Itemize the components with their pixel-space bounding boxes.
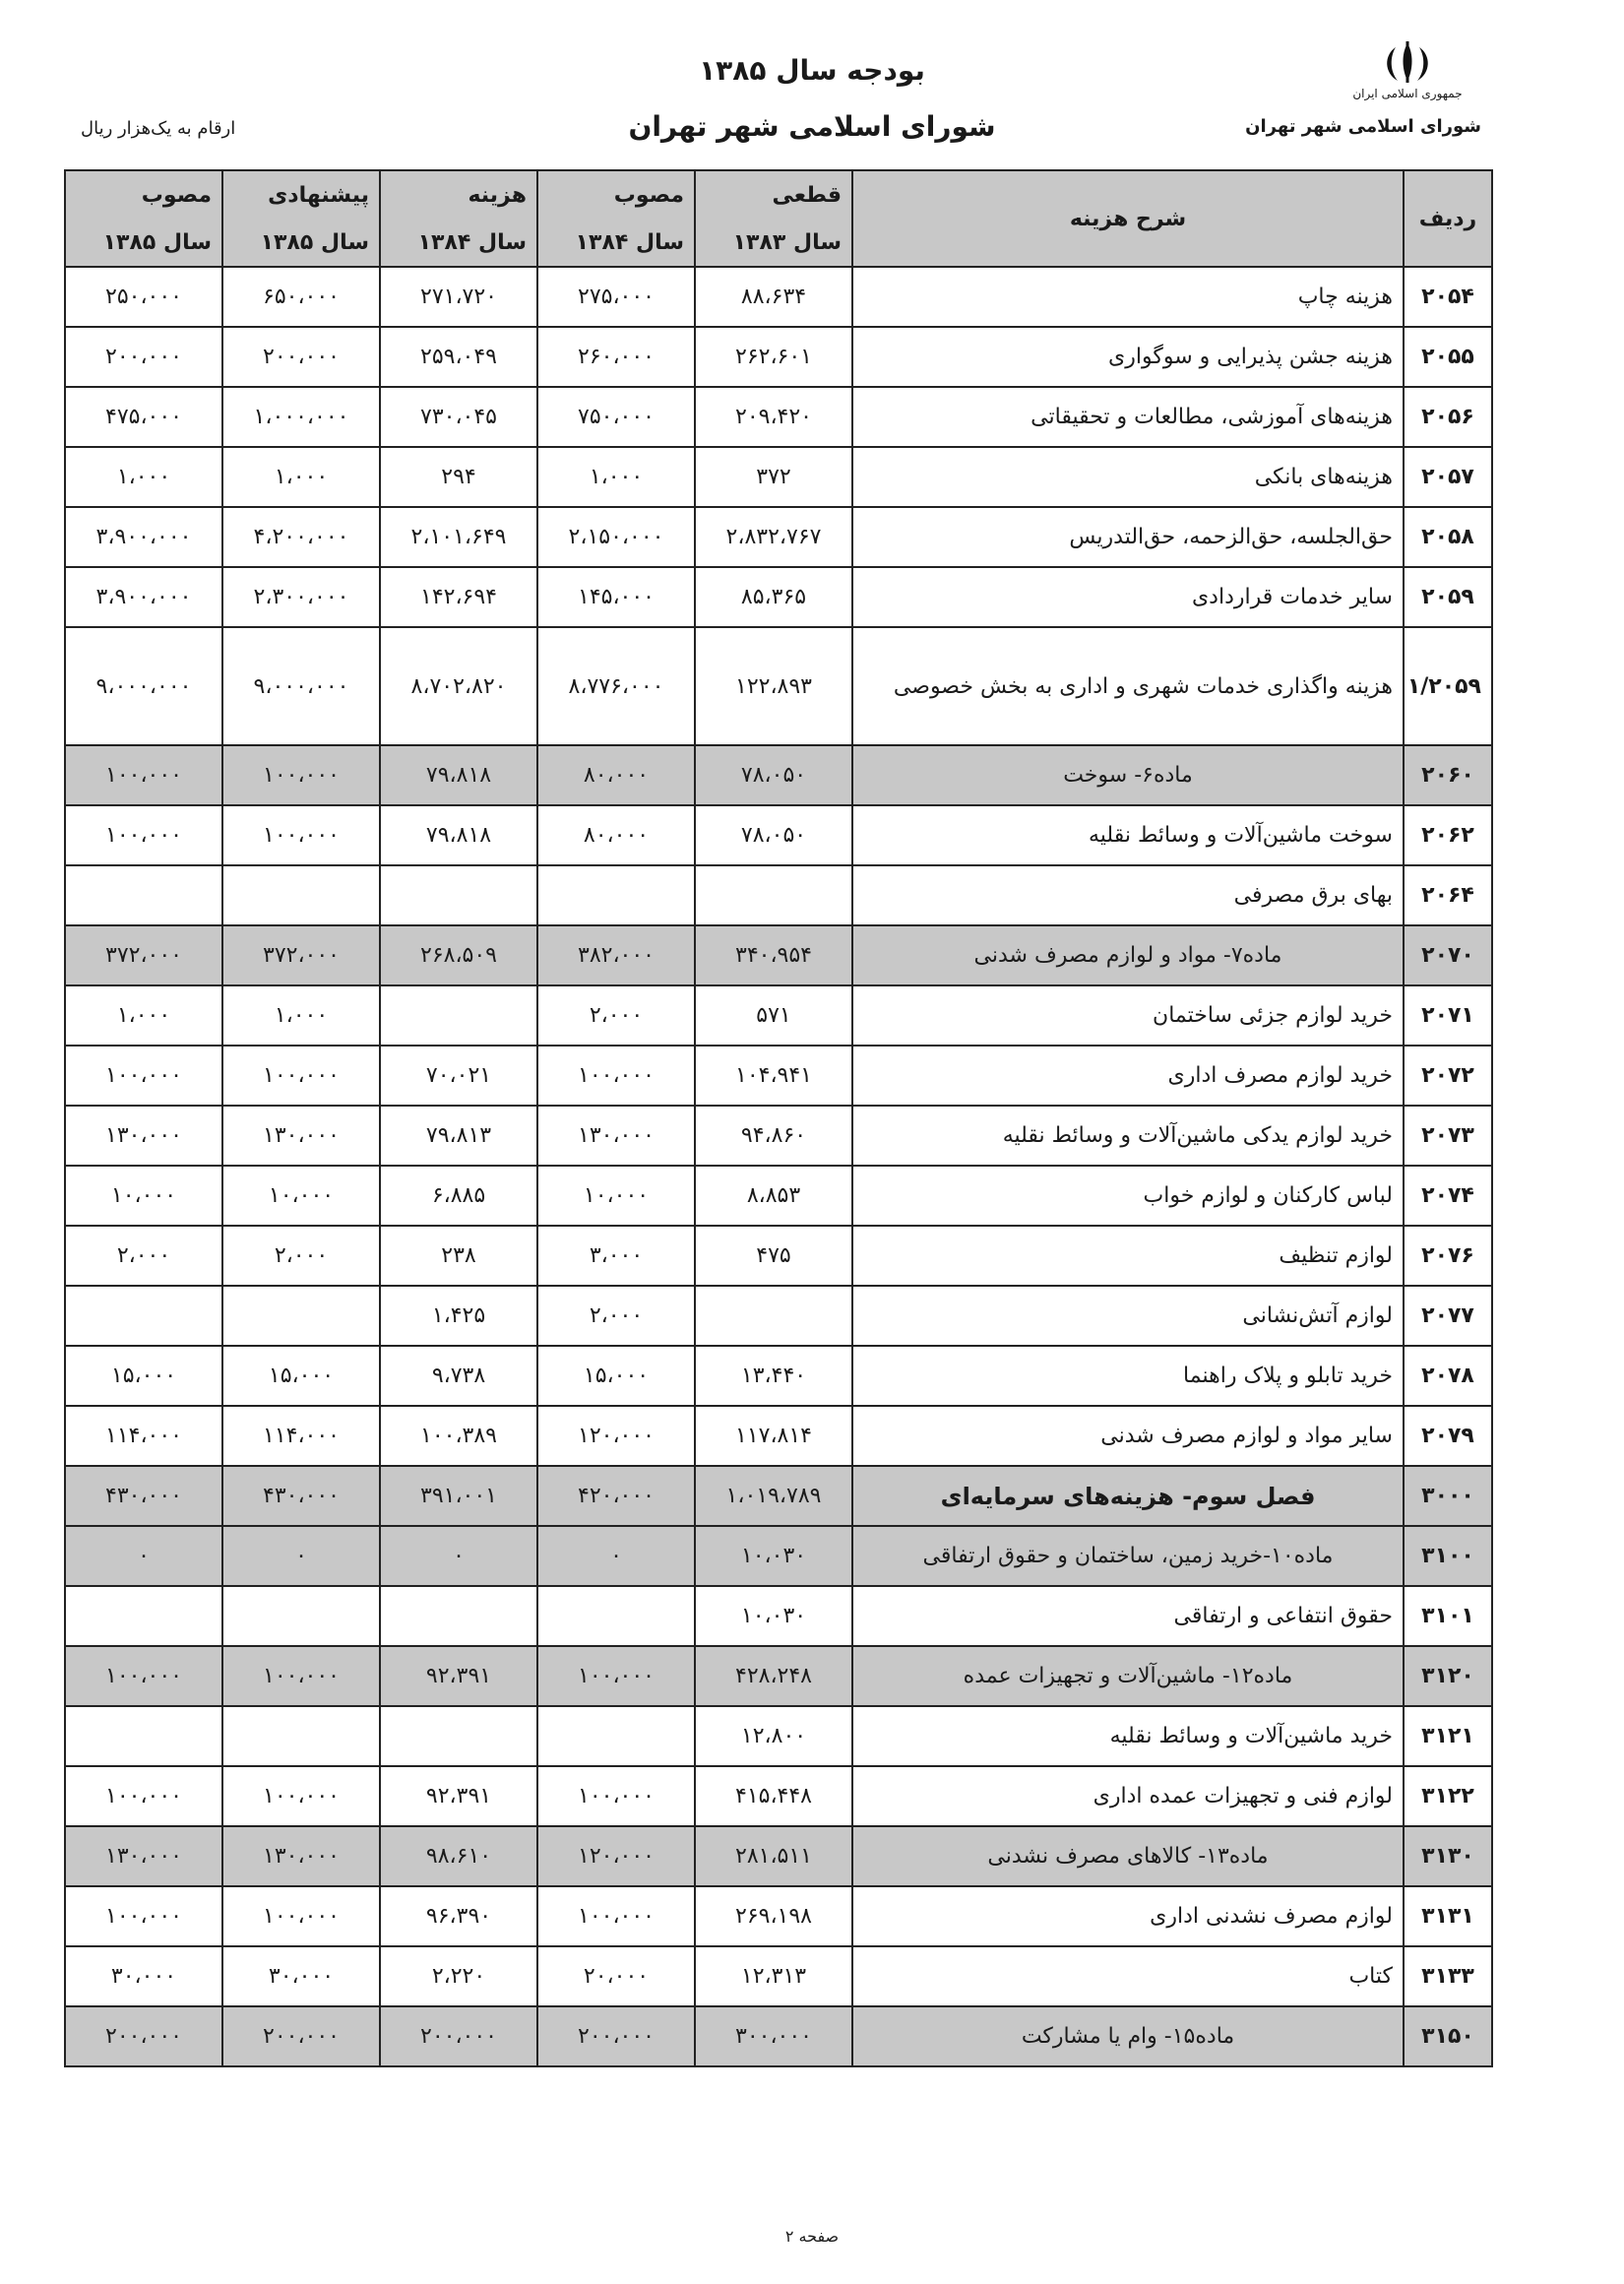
cell-approved-1384: ۸۰،۰۰۰ — [537, 805, 695, 865]
row-code: ۲۰۵۷ — [1404, 447, 1492, 507]
row-code: ۲۰۷۶ — [1404, 1226, 1492, 1286]
row-desc: هزینه واگذاری خدمات شهری و اداری به بخش خصوصی — [852, 627, 1404, 745]
table-header-row — [65, 170, 1492, 219]
row-code: ۳۱۰۱ — [1404, 1586, 1492, 1646]
cell-approved-1384: ۱۲۰،۰۰۰ — [537, 1826, 695, 1886]
cell-expense-1384 — [380, 1586, 537, 1646]
row-code: ۲۰۷۰ — [1404, 925, 1492, 985]
header-group-final: قطعی — [695, 170, 852, 219]
cell-final-1383: ۱۲،۸۰۰ — [695, 1706, 852, 1766]
page-number: صفحه ۲ — [784, 2227, 840, 2246]
cell-approved-1385: ۳۷۲،۰۰۰ — [65, 925, 222, 985]
cell-approved-1385 — [65, 865, 222, 925]
table-row-subtotal — [65, 1646, 1492, 1706]
cell-approved-1384: ۱۰،۰۰۰ — [537, 1166, 695, 1226]
cell-approved-1385: ۱،۰۰۰ — [65, 985, 222, 1046]
cell-final-1383 — [695, 865, 852, 925]
row-desc: لوازم آتش‌نشانی — [852, 1286, 1404, 1346]
cell-approved-1385: ۱۱۴،۰۰۰ — [65, 1406, 222, 1466]
cell-approved-1384: ۷۵۰،۰۰۰ — [537, 387, 695, 447]
table-row — [65, 1766, 1492, 1826]
table-row — [65, 327, 1492, 387]
row-code: ۳۱۲۰ — [1404, 1646, 1492, 1706]
cell-expense-1384: ۹۸،۶۱۰ — [380, 1826, 537, 1886]
table-row — [65, 865, 1492, 925]
cell-approved-1385: ۳۰،۰۰۰ — [65, 1946, 222, 2006]
row-code: ۲۰۶۰ — [1404, 745, 1492, 805]
row-code: ۲۰۷۹ — [1404, 1406, 1492, 1466]
header-group-approved-2: مصوب — [65, 170, 222, 219]
row-desc: بهای برق مصرفی — [852, 865, 1404, 925]
row-code: ۲۰۵۵ — [1404, 327, 1492, 387]
row-desc: ماده۱۵- وام یا مشارکت — [852, 2006, 1404, 2066]
cell-proposed-1385: ۲،۰۰۰ — [222, 1226, 380, 1286]
cell-approved-1384: ۱۰۰،۰۰۰ — [537, 1646, 695, 1706]
cell-proposed-1385: ۹،۰۰۰،۰۰۰ — [222, 627, 380, 745]
table-row — [65, 1886, 1492, 1946]
cell-final-1383: ۱۳،۴۴۰ — [695, 1346, 852, 1406]
cell-proposed-1385: ۱۵،۰۰۰ — [222, 1346, 380, 1406]
cell-final-1383: ۴۱۵،۴۴۸ — [695, 1766, 852, 1826]
cell-approved-1384: ۲۶۰،۰۰۰ — [537, 327, 695, 387]
cell-approved-1385: ۱۵،۰۰۰ — [65, 1346, 222, 1406]
cell-approved-1385: ۹،۰۰۰،۰۰۰ — [65, 627, 222, 745]
cell-proposed-1385 — [222, 1706, 380, 1766]
cell-approved-1384: ۲۰۰،۰۰۰ — [537, 2006, 695, 2066]
row-desc: خرید لوازم مصرف اداری — [852, 1046, 1404, 1106]
cell-proposed-1385: ۱۳۰،۰۰۰ — [222, 1826, 380, 1886]
header-group-proposed: پیشنهادی — [222, 170, 380, 219]
table-row — [65, 387, 1492, 447]
cell-final-1383: ۱۱۷،۸۱۴ — [695, 1406, 852, 1466]
row-desc: سایر مواد و لوازم مصرف شدنی — [852, 1406, 1404, 1466]
header-group-expense: هزینه — [380, 170, 537, 219]
cell-final-1383: ۴۷۵ — [695, 1226, 852, 1286]
cell-final-1383: ۸۵،۳۶۵ — [695, 567, 852, 627]
row-code: ۲۰۶۴ — [1404, 865, 1492, 925]
cell-final-1383: ۷۸،۰۵۰ — [695, 745, 852, 805]
table-row — [65, 1946, 1492, 2006]
cell-proposed-1385: ۱۰۰،۰۰۰ — [222, 1646, 380, 1706]
page-subtitle: شورای اسلامی شهر تهران — [628, 110, 996, 143]
table-row — [65, 567, 1492, 627]
cell-expense-1384: ۹۲،۳۹۱ — [380, 1646, 537, 1706]
cell-approved-1385: ۱۳۰،۰۰۰ — [65, 1106, 222, 1166]
cell-approved-1384: ۱،۰۰۰ — [537, 447, 695, 507]
row-desc: لوازم تنظیف — [852, 1226, 1404, 1286]
cell-approved-1385: ۱۰۰،۰۰۰ — [65, 805, 222, 865]
row-desc: خرید ماشین‌آلات و وسائط نقلیه — [852, 1706, 1404, 1766]
cell-expense-1384: ۲۶۸،۵۰۹ — [380, 925, 537, 985]
cell-proposed-1385: ۰ — [222, 1526, 380, 1586]
cell-proposed-1385: ۳۰،۰۰۰ — [222, 1946, 380, 2006]
header-year-1384-approved: سال ۱۳۸۴ — [537, 219, 695, 267]
row-code: ۲۰۷۴ — [1404, 1166, 1492, 1226]
cell-final-1383: ۱۲،۳۱۳ — [695, 1946, 852, 2006]
row-code: ۱/۲۰۵۹ — [1404, 627, 1492, 745]
cell-approved-1385: ۴۷۵،۰۰۰ — [65, 387, 222, 447]
cell-proposed-1385: ۱۰۰،۰۰۰ — [222, 1046, 380, 1106]
cell-proposed-1385: ۴۳۰،۰۰۰ — [222, 1466, 380, 1526]
cell-approved-1384: ۴۲۰،۰۰۰ — [537, 1466, 695, 1526]
cell-final-1383: ۳۰۰،۰۰۰ — [695, 2006, 852, 2066]
cell-proposed-1385 — [222, 865, 380, 925]
cell-expense-1384: ۷۹،۸۱۸ — [380, 805, 537, 865]
row-desc: خرید لوازم جزئی ساختمان — [852, 985, 1404, 1046]
cell-approved-1384: ۳،۰۰۰ — [537, 1226, 695, 1286]
table-row — [65, 447, 1492, 507]
cell-approved-1385: ۳،۹۰۰،۰۰۰ — [65, 507, 222, 567]
cell-proposed-1385: ۱۰۰،۰۰۰ — [222, 1886, 380, 1946]
table-row — [65, 985, 1492, 1046]
row-desc: سایر خدمات قراردادی — [852, 567, 1404, 627]
cell-final-1383: ۱۰،۰۳۰ — [695, 1526, 852, 1586]
cell-expense-1384: ۷۳۰،۰۴۵ — [380, 387, 537, 447]
row-code: ۲۰۷۷ — [1404, 1286, 1492, 1346]
cell-expense-1384 — [380, 1706, 537, 1766]
cell-expense-1384: ۱۰۰،۳۸۹ — [380, 1406, 537, 1466]
cell-approved-1385: ۱۰۰،۰۰۰ — [65, 1046, 222, 1106]
unit-note: ارقام به یک‌هزار ریال — [81, 118, 236, 139]
row-desc: کتاب — [852, 1946, 1404, 2006]
row-code: ۲۰۷۸ — [1404, 1346, 1492, 1406]
row-desc: لوازم فنی و تجهیزات عمده اداری — [852, 1766, 1404, 1826]
cell-expense-1384: ۲۵۹،۰۴۹ — [380, 327, 537, 387]
table-row — [65, 805, 1492, 865]
cell-expense-1384: ۳۹۱،۰۰۱ — [380, 1466, 537, 1526]
row-code: ۳۱۲۱ — [1404, 1706, 1492, 1766]
row-desc: ماده۶- سوخت — [852, 745, 1404, 805]
cell-expense-1384: ۲،۲۲۰ — [380, 1946, 537, 2006]
cell-approved-1384: ۲،۰۰۰ — [537, 1286, 695, 1346]
row-code: ۲۰۵۶ — [1404, 387, 1492, 447]
cell-expense-1384: ۲،۱۰۱،۶۴۹ — [380, 507, 537, 567]
cell-final-1383: ۲۶۹،۱۹۸ — [695, 1886, 852, 1946]
row-desc: فصل سوم- هزینه‌های سرمایه‌ای — [852, 1466, 1404, 1526]
cell-approved-1385: ۱۰۰،۰۰۰ — [65, 1886, 222, 1946]
cell-final-1383: ۷۸،۰۵۰ — [695, 805, 852, 865]
cell-expense-1384: ۰ — [380, 1526, 537, 1586]
table-row-subtotal — [65, 745, 1492, 805]
row-desc: ماده۷- مواد و لوازم مصرف شدنی — [852, 925, 1404, 985]
cell-approved-1385: ۰ — [65, 1526, 222, 1586]
row-code: ۲۰۶۲ — [1404, 805, 1492, 865]
cell-approved-1384: ۱۵،۰۰۰ — [537, 1346, 695, 1406]
cell-approved-1385: ۱،۰۰۰ — [65, 447, 222, 507]
row-desc: هزینه چاپ — [852, 267, 1404, 327]
cell-proposed-1385: ۱۳۰،۰۰۰ — [222, 1106, 380, 1166]
header-year-1385-proposed: سال ۱۳۸۵ — [222, 219, 380, 267]
table-row — [65, 1166, 1492, 1226]
cell-proposed-1385 — [222, 1586, 380, 1646]
row-desc: سوخت ماشین‌آلات و وسائط نقلیه — [852, 805, 1404, 865]
cell-expense-1384: ۸،۷۰۲،۸۲۰ — [380, 627, 537, 745]
cell-final-1383: ۱۰۴،۹۴۱ — [695, 1046, 852, 1106]
cell-approved-1385: ۴۳۰،۰۰۰ — [65, 1466, 222, 1526]
cell-approved-1385: ۱۳۰،۰۰۰ — [65, 1826, 222, 1886]
cell-approved-1384: ۲۷۵،۰۰۰ — [537, 267, 695, 327]
header-desc: شرح هزینه — [852, 170, 1404, 267]
cell-approved-1385: ۱۰۰،۰۰۰ — [65, 1646, 222, 1706]
cell-final-1383: ۲۶۲،۶۰۱ — [695, 327, 852, 387]
cell-final-1383: ۳۷۲ — [695, 447, 852, 507]
row-code: ۳۱۵۰ — [1404, 2006, 1492, 2066]
cell-expense-1384 — [380, 985, 537, 1046]
header-year-1385-approved: سال ۱۳۸۵ — [65, 219, 222, 267]
table-row — [65, 1586, 1492, 1646]
cell-final-1383: ۴۲۸،۲۴۸ — [695, 1646, 852, 1706]
cell-expense-1384: ۷۰،۰۲۱ — [380, 1046, 537, 1106]
cell-final-1383: ۹۴،۸۶۰ — [695, 1106, 852, 1166]
row-desc: ماده۱۲- ماشین‌آلات و تجهیزات عمده — [852, 1646, 1404, 1706]
table-row-subtotal — [65, 2006, 1492, 2066]
row-code: ۲۰۵۹ — [1404, 567, 1492, 627]
cell-approved-1384: ۱۳۰،۰۰۰ — [537, 1106, 695, 1166]
row-code: ۲۰۷۳ — [1404, 1106, 1492, 1166]
table-row — [65, 1406, 1492, 1466]
cell-final-1383: ۲۸۱،۵۱۱ — [695, 1826, 852, 1886]
table-row-subtotal — [65, 1526, 1492, 1586]
cell-expense-1384: ۹،۷۳۸ — [380, 1346, 537, 1406]
cell-approved-1385 — [65, 1706, 222, 1766]
cell-approved-1384: ۸۰،۰۰۰ — [537, 745, 695, 805]
cell-approved-1384: ۳۸۲،۰۰۰ — [537, 925, 695, 985]
cell-final-1383: ۸،۸۵۳ — [695, 1166, 852, 1226]
row-desc: هزینه‌های آموزشی، مطالعات و تحقیقاتی — [852, 387, 1404, 447]
cell-expense-1384: ۱،۴۲۵ — [380, 1286, 537, 1346]
emblem-caption: جمهوری اسلامی ایران — [1352, 87, 1463, 100]
row-desc: ماده۱۳- کالاهای مصرف نشدنی — [852, 1826, 1404, 1886]
cell-final-1383: ۲،۸۳۲،۷۶۷ — [695, 507, 852, 567]
cell-proposed-1385: ۳۷۲،۰۰۰ — [222, 925, 380, 985]
cell-approved-1384 — [537, 1706, 695, 1766]
cell-approved-1385: ۲۵۰،۰۰۰ — [65, 267, 222, 327]
cell-expense-1384 — [380, 865, 537, 925]
cell-approved-1384: ۱۴۵،۰۰۰ — [537, 567, 695, 627]
row-desc: ماده۱۰-خرید زمین، ساختمان و حقوق ارتفاقی — [852, 1526, 1404, 1586]
row-code: ۲۰۷۱ — [1404, 985, 1492, 1046]
row-code: ۳۱۲۲ — [1404, 1766, 1492, 1826]
cell-proposed-1385: ۱،۰۰۰ — [222, 985, 380, 1046]
cell-approved-1385: ۱۰۰،۰۰۰ — [65, 1766, 222, 1826]
row-code: ۲۰۵۴ — [1404, 267, 1492, 327]
cell-expense-1384: ۱۴۲،۶۹۴ — [380, 567, 537, 627]
table-row — [65, 1226, 1492, 1286]
cell-approved-1384 — [537, 865, 695, 925]
header-year-1384-expense: سال ۱۳۸۴ — [380, 219, 537, 267]
header-group-approved: مصوب — [537, 170, 695, 219]
row-desc: خرید تابلو و پلاک راهنما — [852, 1346, 1404, 1406]
cell-approved-1384: ۲،۰۰۰ — [537, 985, 695, 1046]
cell-approved-1385 — [65, 1286, 222, 1346]
row-code: ۲۰۵۸ — [1404, 507, 1492, 567]
council-name: شورای اسلامی شهر تهران — [1245, 116, 1481, 137]
row-code: ۳۱۰۰ — [1404, 1526, 1492, 1586]
cell-expense-1384: ۷۹،۸۱۳ — [380, 1106, 537, 1166]
cell-proposed-1385: ۱۰۰،۰۰۰ — [222, 1766, 380, 1826]
row-desc: هزینه جشن پذیرایی و سوگواری — [852, 327, 1404, 387]
cell-proposed-1385: ۱،۰۰۰ — [222, 447, 380, 507]
cell-approved-1385: ۲۰۰،۰۰۰ — [65, 2006, 222, 2066]
table-row — [65, 267, 1492, 327]
cell-proposed-1385: ۲،۳۰۰،۰۰۰ — [222, 567, 380, 627]
cell-proposed-1385 — [222, 1286, 380, 1346]
table-row — [65, 507, 1492, 567]
cell-final-1383: ۸۸،۶۳۴ — [695, 267, 852, 327]
cell-final-1383: ۱۰،۰۳۰ — [695, 1586, 852, 1646]
table-row — [65, 1706, 1492, 1766]
cell-expense-1384: ۷۹،۸۱۸ — [380, 745, 537, 805]
table-row — [65, 627, 1492, 745]
cell-expense-1384: ۲۰۰،۰۰۰ — [380, 2006, 537, 2066]
cell-approved-1385: ۲،۰۰۰ — [65, 1226, 222, 1286]
table-row — [65, 1346, 1492, 1406]
cell-approved-1384: ۱۰۰،۰۰۰ — [537, 1046, 695, 1106]
table-row-subtotal — [65, 925, 1492, 985]
cell-proposed-1385: ۶۵۰،۰۰۰ — [222, 267, 380, 327]
table-row — [65, 1286, 1492, 1346]
table-row — [65, 1046, 1492, 1106]
cell-approved-1385: ۱۰،۰۰۰ — [65, 1166, 222, 1226]
cell-proposed-1385: ۴،۲۰۰،۰۰۰ — [222, 507, 380, 567]
cell-final-1383: ۱۲۲،۸۹۳ — [695, 627, 852, 745]
cell-approved-1384: ۲۰،۰۰۰ — [537, 1946, 695, 2006]
cell-proposed-1385: ۱۱۴،۰۰۰ — [222, 1406, 380, 1466]
cell-final-1383: ۲۰۹،۴۲۰ — [695, 387, 852, 447]
row-code: ۳۱۳۱ — [1404, 1886, 1492, 1946]
cell-approved-1384 — [537, 1586, 695, 1646]
cell-final-1383: ۵۷۱ — [695, 985, 852, 1046]
row-code: ۳۱۳۳ — [1404, 1946, 1492, 2006]
cell-approved-1385 — [65, 1586, 222, 1646]
cell-expense-1384: ۹۶،۳۹۰ — [380, 1886, 537, 1946]
cell-proposed-1385: ۱۰۰،۰۰۰ — [222, 805, 380, 865]
cell-proposed-1385: ۱۰،۰۰۰ — [222, 1166, 380, 1226]
table-row — [65, 1106, 1492, 1166]
row-code: ۲۰۷۲ — [1404, 1046, 1492, 1106]
row-desc: حق‌الجلسه، حق‌الزحمه، حق‌التدریس — [852, 507, 1404, 567]
cell-expense-1384: ۶،۸۸۵ — [380, 1166, 537, 1226]
cell-approved-1385: ۱۰۰،۰۰۰ — [65, 745, 222, 805]
cell-approved-1384: ۲،۱۵۰،۰۰۰ — [537, 507, 695, 567]
cell-approved-1385: ۳،۹۰۰،۰۰۰ — [65, 567, 222, 627]
cell-final-1383: ۳۴۰،۹۵۴ — [695, 925, 852, 985]
cell-proposed-1385: ۲۰۰،۰۰۰ — [222, 327, 380, 387]
header-row-no: ردیف — [1404, 170, 1492, 267]
cell-approved-1384: ۱۰۰،۰۰۰ — [537, 1766, 695, 1826]
cell-proposed-1385: ۲۰۰،۰۰۰ — [222, 2006, 380, 2066]
row-desc: حقوق انتفاعی و ارتفاقی — [852, 1586, 1404, 1646]
cell-expense-1384: ۹۲،۳۹۱ — [380, 1766, 537, 1826]
cell-final-1383: ۱،۰۱۹،۷۸۹ — [695, 1466, 852, 1526]
cell-proposed-1385: ۱،۰۰۰،۰۰۰ — [222, 387, 380, 447]
row-code: ۳۱۳۰ — [1404, 1826, 1492, 1886]
budget-table — [64, 169, 1493, 2067]
page-title: بودجه سال ۱۳۸۵ — [699, 54, 925, 87]
cell-approved-1384: ۰ — [537, 1526, 695, 1586]
table-row-chapter — [65, 1466, 1492, 1526]
row-desc: لباس کارکنان و لوازم خواب — [852, 1166, 1404, 1226]
row-desc: هزینه‌های بانکی — [852, 447, 1404, 507]
cell-approved-1385: ۲۰۰،۰۰۰ — [65, 327, 222, 387]
cell-expense-1384: ۲۷۱،۷۲۰ — [380, 267, 537, 327]
cell-approved-1384: ۱۲۰،۰۰۰ — [537, 1406, 695, 1466]
row-desc: لوازم مصرف نشدنی اداری — [852, 1886, 1404, 1946]
cell-final-1383 — [695, 1286, 852, 1346]
row-code: ۳۰۰۰ — [1404, 1466, 1492, 1526]
table-row-subtotal — [65, 1826, 1492, 1886]
row-desc: خرید لوازم یدکی ماشین‌آلات و وسائط نقلیه — [852, 1106, 1404, 1166]
cell-proposed-1385: ۱۰۰،۰۰۰ — [222, 745, 380, 805]
cell-approved-1384: ۱۰۰،۰۰۰ — [537, 1886, 695, 1946]
header-year-1383: سال ۱۳۸۳ — [695, 219, 852, 267]
cell-approved-1384: ۸،۷۷۶،۰۰۰ — [537, 627, 695, 745]
cell-expense-1384: ۲۳۸ — [380, 1226, 537, 1286]
cell-expense-1384: ۲۹۴ — [380, 447, 537, 507]
